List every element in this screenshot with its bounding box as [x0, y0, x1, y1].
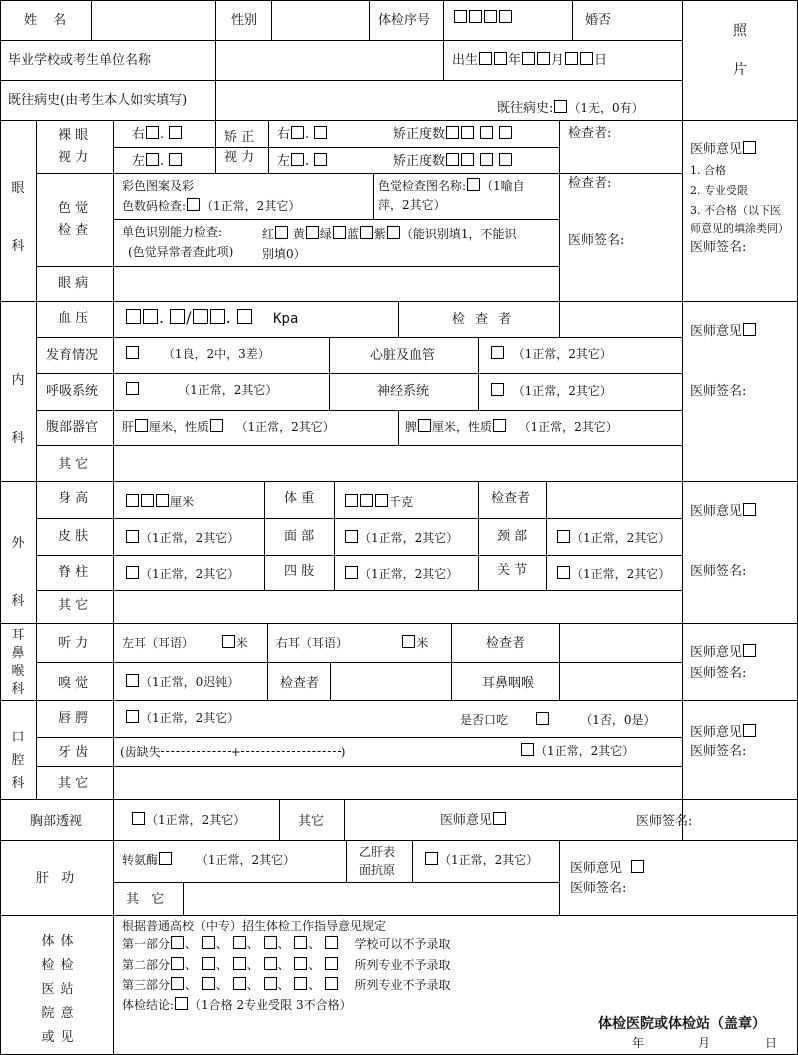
- liver-doctor-sign: 医师签名:: [570, 881, 627, 896]
- oral-doctor-sign: 医师签名:: [690, 744, 747, 759]
- nerve-field[interactable]: （1正常，2其它）: [490, 383, 612, 397]
- correction-degree-left[interactable]: 矫正度数: [393, 153, 513, 168]
- spine-field[interactable]: （1正常，2其它）: [125, 566, 239, 580]
- day-label: 日: [594, 53, 608, 68]
- neck-field[interactable]: （1正常，2其它）: [556, 530, 670, 544]
- joint-label: 关 节: [497, 563, 528, 578]
- left-ear-field[interactable]: 左耳（耳语） 米: [122, 636, 248, 650]
- hbsag-field[interactable]: （1正常，2其它）: [424, 852, 538, 866]
- chest-doctor-sign: 医师签名:: [636, 814, 693, 829]
- color-vision-label-2: 检 查: [58, 223, 89, 238]
- bp-field[interactable]: . / . Kpa: [125, 309, 298, 326]
- hbsag-label-1: 乙肝表: [359, 845, 396, 859]
- height-field[interactable]: 厘米: [125, 494, 194, 508]
- oral-dept-label: 口腔科: [11, 730, 25, 791]
- naked-right-field[interactable]: 右 .: [132, 126, 183, 141]
- marriage-label: 婚否: [585, 13, 612, 28]
- birth-label: 出生: [452, 53, 479, 68]
- part-2-field[interactable]: 第二部分 、 、 、 、 、 所列专业不予录取: [122, 958, 451, 972]
- surgery-opinion[interactable]: 医师意见: [690, 503, 757, 518]
- conclusion-col-2: 体检站意见: [60, 934, 74, 1045]
- internal-other-label: 其 它: [58, 457, 89, 472]
- alt-field[interactable]: 转氨酶 （1正常，2其它）: [122, 853, 296, 867]
- chest-opinion[interactable]: 医师意见: [440, 812, 507, 827]
- limbs-field[interactable]: （1正常，2其它）: [344, 566, 458, 580]
- spleen-field[interactable]: 脾 厘米，性质 （1正常，2其它）: [405, 420, 618, 434]
- smell-field[interactable]: （1正常，0迟钝）: [125, 674, 239, 688]
- heart-field[interactable]: （1正常，2其它）: [490, 346, 612, 360]
- skin-label: 皮 肤: [58, 529, 89, 544]
- stamp-label: 体检医院或体检站（盖章）: [598, 1016, 766, 1032]
- day-label-bottom: 日: [765, 1036, 778, 1050]
- part-3-field[interactable]: 第三部分 、 、 、 、 、 所列专业不予录取: [122, 978, 451, 992]
- liver-opinion[interactable]: 医师意见: [570, 860, 645, 875]
- conclusion-rule: 根据普通高校（中专）招生体检工作指导意见规定: [122, 919, 387, 933]
- photo-label-2: 片: [733, 62, 747, 78]
- month-label: 月: [551, 53, 565, 68]
- surgery-other-label: 其 它: [58, 598, 89, 613]
- height-label: 身 高: [58, 491, 89, 506]
- weight-label: 体 重: [284, 491, 315, 506]
- face-field[interactable]: （1正常，2其它）: [344, 530, 458, 544]
- year-label-bottom: 年: [632, 1036, 645, 1050]
- teeth-label: 牙 齿: [58, 745, 89, 760]
- internal-doctor-sign: 医师签名:: [690, 384, 747, 399]
- single-color-field[interactable]: 红 黄 绿 蓝 紫 （能识别填1，不能识: [262, 227, 517, 241]
- eye-opinion[interactable]: 医师意见: [690, 141, 757, 156]
- corrected-right-field[interactable]: 右 .: [277, 126, 328, 141]
- birth-date-field[interactable]: [452, 52, 607, 67]
- gender-label: 性别: [231, 13, 258, 28]
- ent-examiner-2: 检查者: [280, 676, 320, 691]
- conclusion-col-1: 体检医院或: [41, 934, 55, 1045]
- lip-field[interactable]: （1正常，2其它）: [125, 710, 239, 724]
- heart-label: 心脏及血管: [370, 348, 436, 363]
- eye-opt-2: 2. 专业受限: [690, 184, 748, 197]
- surgery-dept-label: 外科: [11, 536, 25, 609]
- part-1-field[interactable]: 第一部分 、 、 、 、 、 学校可以不予录取: [122, 937, 451, 951]
- oral-other-label: 其 它: [58, 776, 89, 791]
- name-label: 姓 名: [24, 13, 73, 28]
- internal-dept-label: 内科: [11, 373, 25, 446]
- missing-teeth-field[interactable]: (齿缺失 + ): [120, 745, 346, 759]
- color-test-label-1: 彩色图案及彩: [122, 179, 195, 193]
- ent-label: 耳鼻咽喉: [482, 676, 535, 691]
- surgery-doctor-sign: 医师签名:: [690, 564, 747, 579]
- exam-number-boxes[interactable]: [453, 10, 513, 25]
- history-label: 既往病史(由考生本人如实填写): [8, 93, 188, 108]
- single-color-hint: 别填0）: [262, 247, 306, 261]
- ent-examiner-1: 检查者: [486, 636, 526, 651]
- correction-degree-right[interactable]: 矫正度数: [393, 126, 513, 141]
- eye-opt-3b: 师意见的填涂类同）: [690, 222, 789, 235]
- hearing-label: 听 力: [58, 636, 89, 651]
- liver-other-label: 其 它: [126, 892, 169, 907]
- liver-field[interactable]: 肝 厘米，性质 （1正常，2其它）: [122, 420, 335, 434]
- limbs-label: 四 肢: [284, 564, 315, 579]
- eye-opt-3a: 3. 不合格（以下医: [690, 204, 781, 217]
- eye-examiner-2: 检查者:: [568, 176, 612, 191]
- development-label: 发育情况: [46, 348, 99, 363]
- abdomen-label: 腹部器官: [46, 420, 99, 435]
- joint-field[interactable]: （1正常，2其它）: [556, 566, 670, 580]
- development-field[interactable]: （1良，2中，3差）: [125, 346, 270, 360]
- right-ear-field[interactable]: 右耳（耳语） 米: [276, 636, 429, 650]
- eye-disease-label: 眼 病: [58, 276, 89, 291]
- oral-opinion[interactable]: 医师意见: [690, 724, 757, 739]
- school-label: 毕业学校或考生单位名称: [8, 53, 152, 68]
- naked-vision-label-1: 裸 眼: [58, 128, 89, 143]
- naked-left-field[interactable]: 左 .: [132, 153, 183, 168]
- naked-vision-label-2: 视 力: [58, 150, 89, 165]
- eye-examiner-1: 检查者:: [568, 126, 612, 141]
- result-field[interactable]: 体检结论: （1合格 2专业受限 3不合格）: [122, 998, 352, 1012]
- eye-dept-label: 眼科: [11, 181, 25, 254]
- weight-field[interactable]: 千克: [344, 494, 413, 508]
- ent-opinion[interactable]: 医师意见: [690, 644, 757, 659]
- face-label: 面 部: [284, 529, 315, 544]
- respiratory-field[interactable]: （1正常，2其它）: [125, 382, 277, 396]
- ent-dept-label: 耳鼻喉科: [11, 628, 25, 697]
- internal-opinion[interactable]: 医师意见: [690, 323, 757, 338]
- exam-number-label: 体检序号: [378, 13, 431, 28]
- photo-label-1: 照: [733, 23, 747, 39]
- surgery-examiner: 检查者: [491, 491, 531, 506]
- liver-function-label: 肝 功: [36, 871, 79, 886]
- stutter-field[interactable]: 是否口吃 （1否，0是）: [460, 713, 656, 727]
- corrected-vision-label-2: 视 力: [224, 150, 255, 165]
- color-test-field[interactable]: 色数码检查: （1正常，2其它）: [122, 199, 301, 213]
- month-label-bottom: 月: [698, 1036, 711, 1050]
- single-color-label-1: 单色识别能力检查:: [122, 225, 223, 239]
- eye-opt-1: 1. 合格: [690, 164, 726, 177]
- color-vision-label-1: 色 觉: [58, 201, 89, 216]
- chest-label: 胸部透视: [30, 814, 83, 829]
- nerve-label: 神经系统: [377, 384, 430, 399]
- bp-examiner: 检 查 者: [452, 312, 515, 327]
- chest-field[interactable]: （1正常，2其它）: [131, 812, 245, 826]
- year-label: 年: [508, 53, 522, 68]
- color-chart-hint: 萍，2其它）: [378, 198, 446, 212]
- hbsag-label-2: 面抗原: [359, 863, 396, 877]
- lip-label: 唇 腭: [58, 711, 89, 726]
- eye-doctor-sign: 医师签名:: [690, 240, 747, 255]
- smell-label: 嗅 觉: [58, 676, 89, 691]
- ent-doctor-sign: 医师签名:: [690, 666, 747, 681]
- skin-field[interactable]: （1正常，2其它）: [125, 530, 239, 544]
- single-color-label-2: (色觉异常者查此项): [128, 245, 234, 259]
- bp-label: 血 压: [58, 311, 89, 326]
- corrected-left-field[interactable]: 左 .: [277, 153, 328, 168]
- respiratory-label: 呼吸系统: [46, 384, 99, 399]
- chest-other-label: 其它: [298, 814, 325, 829]
- color-chart-field[interactable]: 色觉检查图名称: （1喻自: [378, 179, 525, 193]
- eye-signature: 医师签名:: [568, 233, 625, 248]
- corrected-vision-label-1: 矫 正: [224, 130, 255, 145]
- history-check[interactable]: 既往病史: （1无，0有）: [497, 101, 644, 116]
- neck-label: 颈 部: [497, 529, 528, 544]
- spine-label: 脊 柱: [58, 565, 89, 580]
- teeth-field[interactable]: （1正常，2其它）: [520, 743, 634, 757]
